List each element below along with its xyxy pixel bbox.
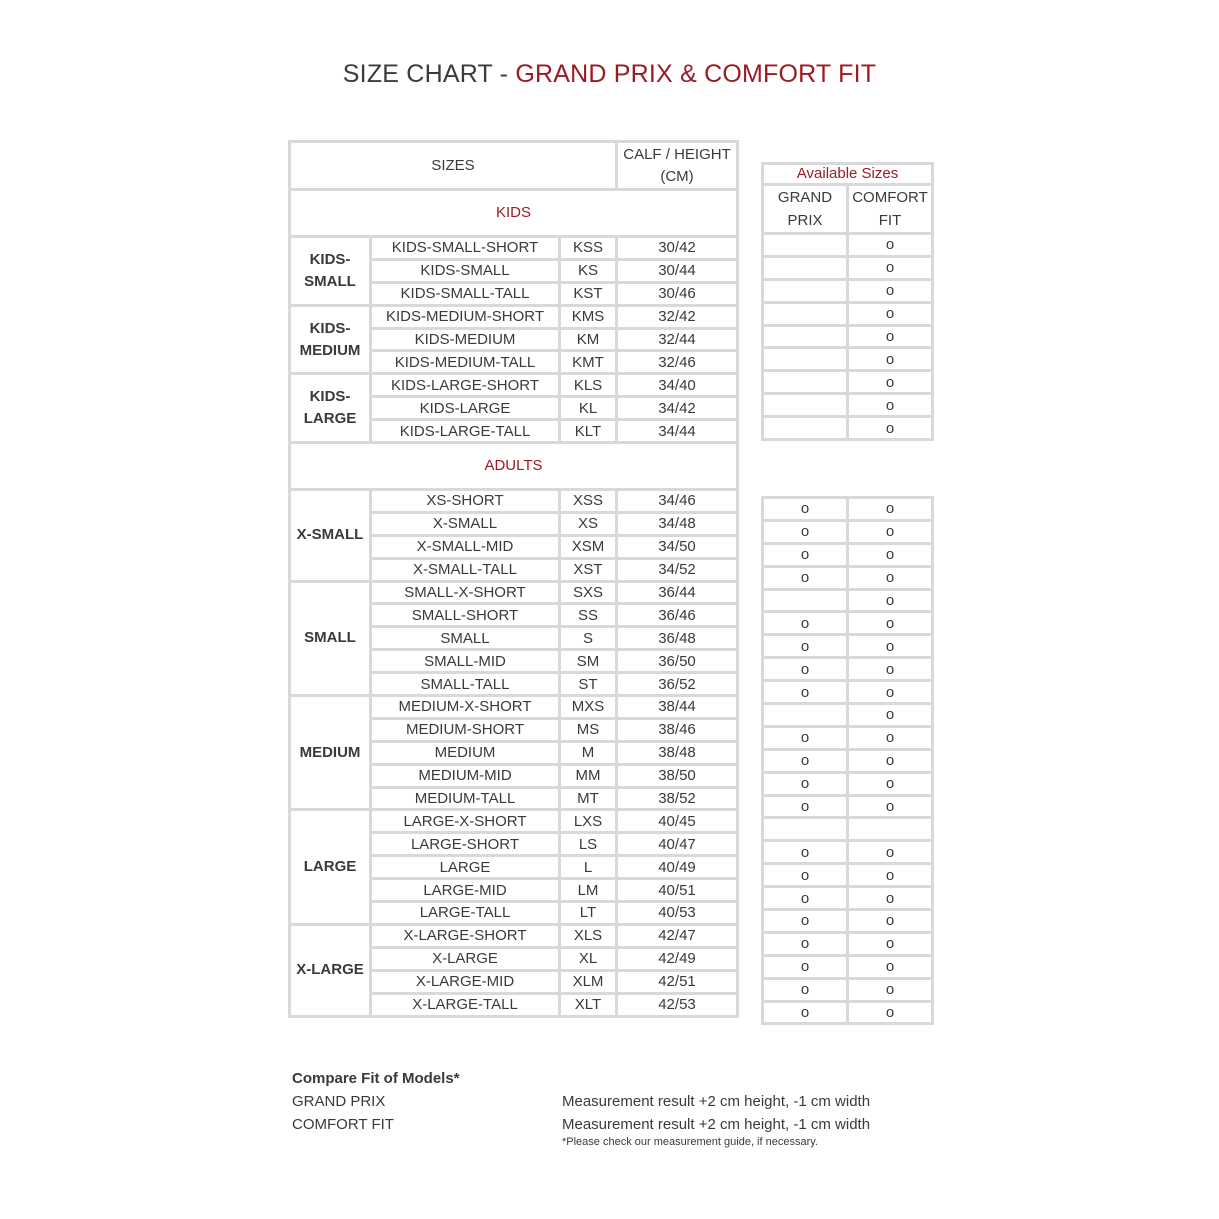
model-header-row <box>763 185 933 234</box>
grand-prix-mark: o <box>763 910 848 933</box>
calf-height: 34/44 <box>617 420 738 443</box>
size-code: KSS <box>560 237 617 260</box>
size-code: XL <box>560 947 617 970</box>
calf-height: 34/42 <box>617 397 738 420</box>
grand-prix-mark: o <box>763 841 848 864</box>
calf-height: 36/46 <box>617 604 738 627</box>
size-code: MXS <box>560 696 617 719</box>
grand-prix-mark: o <box>763 566 848 589</box>
size-name: XS-SHORT <box>371 490 560 513</box>
comfort-fit-mark: o <box>848 704 933 727</box>
comfort-fit-mark: o <box>848 394 933 417</box>
size-name: LARGE-TALL <box>371 902 560 925</box>
header-calf-height: CALF / HEIGHT (CM) <box>617 142 738 190</box>
size-name: MEDIUM-SHORT <box>371 718 560 741</box>
note-model: COMFORT FIT <box>292 1116 394 1133</box>
comfort-fit-mark: o <box>848 887 933 910</box>
comfort-fit-mark: o <box>848 417 933 440</box>
header-grand-prix: GRAND PRIX <box>763 185 848 234</box>
size-code: XSM <box>560 535 617 558</box>
size-group: MEDIUM <box>290 696 371 810</box>
availability-row <box>763 841 933 864</box>
size-name: KIDS-MEDIUM-TALL <box>371 351 560 374</box>
grand-prix-mark: o <box>763 543 848 566</box>
size-code: MS <box>560 718 617 741</box>
availability-row <box>763 887 933 910</box>
grand-prix-mark: o <box>763 681 848 704</box>
size-name: KIDS-SMALL <box>371 259 560 282</box>
size-name: LARGE-SHORT <box>371 833 560 856</box>
section-row <box>290 443 738 490</box>
grand-prix-mark <box>763 704 848 727</box>
comfort-fit-mark <box>848 818 933 841</box>
size-code: XLT <box>560 993 617 1016</box>
table-row <box>290 581 738 604</box>
comfort-fit-mark: o <box>848 864 933 887</box>
calf-height: 34/50 <box>617 535 738 558</box>
size-code: KLT <box>560 420 617 443</box>
calf-height: 30/44 <box>617 259 738 282</box>
size-code: XST <box>560 558 617 581</box>
availability-row <box>763 1001 933 1024</box>
calf-height: 38/48 <box>617 741 738 764</box>
note-value: Measurement result +2 cm height, -1 cm width <box>562 1116 871 1133</box>
grand-prix-mark: o <box>763 932 848 955</box>
header-sizes: SIZES <box>290 142 617 190</box>
availability-row <box>763 279 933 302</box>
availability-row <box>763 520 933 543</box>
size-name: LARGE-MID <box>371 879 560 902</box>
size-code: MT <box>560 787 617 810</box>
note-model: GRAND PRIX <box>292 1093 386 1110</box>
size-name: SMALL-X-SHORT <box>371 581 560 604</box>
size-name: X-SMALL-MID <box>371 535 560 558</box>
availability-row <box>763 612 933 635</box>
size-code: KLS <box>560 374 617 397</box>
comfort-fit-mark: o <box>848 543 933 566</box>
grand-prix-mark <box>763 302 848 325</box>
calf-height: 40/53 <box>617 902 738 925</box>
title-models: GRAND PRIX & COMFORT FIT <box>515 60 877 88</box>
size-group: SMALL <box>290 581 371 695</box>
availability-row <box>763 795 933 818</box>
size-name: MEDIUM <box>371 741 560 764</box>
size-name: MEDIUM-X-SHORT <box>371 696 560 719</box>
size-name: KIDS-SMALL-SHORT <box>371 237 560 260</box>
calf-height: 38/52 <box>617 787 738 810</box>
comfort-fit-mark: o <box>848 302 933 325</box>
size-code: KST <box>560 282 617 305</box>
comfort-fit-mark: o <box>848 726 933 749</box>
availability-row <box>763 498 933 521</box>
availability-row <box>763 635 933 658</box>
calf-height: 40/49 <box>617 856 738 879</box>
size-code: SM <box>560 650 617 673</box>
grand-prix-mark <box>763 234 848 257</box>
calf-height: 30/42 <box>617 237 738 260</box>
availability-row <box>763 910 933 933</box>
grand-prix-mark: o <box>763 635 848 658</box>
grand-prix-mark <box>763 417 848 440</box>
calf-height: 38/50 <box>617 764 738 787</box>
grand-prix-mark: o <box>763 749 848 772</box>
size-code: KS <box>560 259 617 282</box>
availability-row <box>763 978 933 1001</box>
size-name: MEDIUM-MID <box>371 764 560 787</box>
comfort-fit-mark: o <box>848 1001 933 1024</box>
calf-height: 34/46 <box>617 490 738 513</box>
table-row <box>290 696 738 719</box>
note-value: Measurement result +2 cm height, -1 cm width <box>562 1093 871 1110</box>
size-code: LM <box>560 879 617 902</box>
size-name: X-SMALL-TALL <box>371 558 560 581</box>
availability-row <box>763 658 933 681</box>
availability-row <box>763 566 933 589</box>
size-code: L <box>560 856 617 879</box>
size-name: X-LARGE-MID <box>371 970 560 993</box>
comfort-fit-mark: o <box>848 772 933 795</box>
availability-row <box>763 325 933 348</box>
grand-prix-mark: o <box>763 520 848 543</box>
size-table <box>288 140 739 1018</box>
grand-prix-mark <box>763 348 848 371</box>
calf-height: 32/42 <box>617 305 738 328</box>
notes-title: Compare Fit of Models* <box>292 1070 460 1087</box>
comfort-fit-mark: o <box>848 612 933 635</box>
availability-row <box>763 772 933 795</box>
availability-row <box>763 818 933 841</box>
calf-height: 42/51 <box>617 970 738 993</box>
size-code: SS <box>560 604 617 627</box>
availability-row <box>763 864 933 887</box>
note-row-grand-prix <box>292 1090 912 1113</box>
comfort-fit-mark: o <box>848 978 933 1001</box>
size-group: KIDS- LARGE <box>290 374 371 443</box>
size-code: KMT <box>560 351 617 374</box>
comfort-fit-mark: o <box>848 955 933 978</box>
comfort-fit-mark: o <box>848 932 933 955</box>
size-name: X-LARGE-SHORT <box>371 924 560 947</box>
size-group: X-LARGE <box>290 924 371 1016</box>
size-name: KIDS-MEDIUM <box>371 328 560 351</box>
availability-row <box>763 256 933 279</box>
calf-height: 40/51 <box>617 879 738 902</box>
grand-prix-mark: o <box>763 795 848 818</box>
size-code: KL <box>560 397 617 420</box>
size-group: KIDS- SMALL <box>290 237 371 306</box>
calf-height: 30/46 <box>617 282 738 305</box>
grand-prix-mark <box>763 589 848 612</box>
grand-prix-mark: o <box>763 864 848 887</box>
availability-row <box>763 371 933 394</box>
header-row <box>290 142 738 190</box>
page-title <box>0 60 1219 89</box>
size-name: SMALL <box>371 627 560 650</box>
availability-title: Available Sizes <box>763 164 933 185</box>
size-name: LARGE <box>371 856 560 879</box>
grand-prix-mark <box>763 256 848 279</box>
grand-prix-mark: o <box>763 772 848 795</box>
size-name: SMALL-TALL <box>371 673 560 696</box>
size-code: XS <box>560 512 617 535</box>
comfort-fit-mark: o <box>848 910 933 933</box>
grand-prix-mark: o <box>763 498 848 521</box>
header-comfort-fit: COMFORT FIT <box>848 185 933 234</box>
table-row <box>290 924 738 947</box>
size-group: LARGE <box>290 810 371 924</box>
comfort-fit-mark: o <box>848 279 933 302</box>
comfort-fit-mark: o <box>848 681 933 704</box>
footnote: *Please check our measurement guide, if necessary. <box>562 1136 818 1148</box>
grand-prix-mark <box>763 394 848 417</box>
comfort-fit-mark: o <box>848 566 933 589</box>
availability-table-kids <box>761 162 934 441</box>
size-name: X-LARGE <box>371 947 560 970</box>
comfort-fit-mark: o <box>848 234 933 257</box>
grand-prix-mark: o <box>763 1001 848 1024</box>
availability-row <box>763 394 933 417</box>
size-code: LS <box>560 833 617 856</box>
calf-height: 36/44 <box>617 581 738 604</box>
size-name: SMALL-SHORT <box>371 604 560 627</box>
availability-table-adults <box>761 496 934 1025</box>
availability-row <box>763 348 933 371</box>
comfort-fit-mark: o <box>848 498 933 521</box>
size-name: MEDIUM-TALL <box>371 787 560 810</box>
size-code: XSS <box>560 490 617 513</box>
calf-height: 40/47 <box>617 833 738 856</box>
size-group: KIDS- MEDIUM <box>290 305 371 374</box>
calf-height: 40/45 <box>617 810 738 833</box>
section-label: KIDS <box>290 190 738 237</box>
calf-height: 42/47 <box>617 924 738 947</box>
grand-prix-mark: o <box>763 955 848 978</box>
comfort-fit-mark: o <box>848 749 933 772</box>
size-code: XLM <box>560 970 617 993</box>
comfort-fit-mark: o <box>848 589 933 612</box>
size-name: X-SMALL <box>371 512 560 535</box>
calf-height: 34/52 <box>617 558 738 581</box>
availability-row <box>763 417 933 440</box>
size-code: S <box>560 627 617 650</box>
size-name: KIDS-LARGE-TALL <box>371 420 560 443</box>
size-name: LARGE-X-SHORT <box>371 810 560 833</box>
availability-row <box>763 932 933 955</box>
comfort-fit-mark: o <box>848 795 933 818</box>
size-code: LT <box>560 902 617 925</box>
size-name: SMALL-MID <box>371 650 560 673</box>
table-row <box>290 810 738 833</box>
size-code: ST <box>560 673 617 696</box>
table-row <box>290 374 738 397</box>
size-group: X-SMALL <box>290 490 371 582</box>
fit-notes <box>292 1068 912 1148</box>
grand-prix-mark: o <box>763 726 848 749</box>
size-code: SXS <box>560 581 617 604</box>
comfort-fit-mark: o <box>848 348 933 371</box>
calf-height: 34/40 <box>617 374 738 397</box>
size-name: KIDS-LARGE-SHORT <box>371 374 560 397</box>
availability-row <box>763 589 933 612</box>
availability-title-row <box>763 164 933 185</box>
availability-row <box>763 543 933 566</box>
comfort-fit-mark: o <box>848 325 933 348</box>
comfort-fit-mark: o <box>848 635 933 658</box>
availability-row <box>763 749 933 772</box>
calf-height: 42/53 <box>617 993 738 1016</box>
grand-prix-mark: o <box>763 612 848 635</box>
comfort-fit-mark: o <box>848 841 933 864</box>
size-name: X-LARGE-TALL <box>371 993 560 1016</box>
calf-height: 42/49 <box>617 947 738 970</box>
size-code: KM <box>560 328 617 351</box>
availability-row <box>763 955 933 978</box>
grand-prix-mark: o <box>763 978 848 1001</box>
size-name: KIDS-SMALL-TALL <box>371 282 560 305</box>
grand-prix-mark <box>763 371 848 394</box>
comfort-fit-mark: o <box>848 658 933 681</box>
comfort-fit-mark: o <box>848 371 933 394</box>
size-code: M <box>560 741 617 764</box>
calf-height: 34/48 <box>617 512 738 535</box>
note-row-comfort-fit <box>292 1113 912 1136</box>
comfort-fit-mark: o <box>848 520 933 543</box>
size-code: KMS <box>560 305 617 328</box>
grand-prix-mark <box>763 325 848 348</box>
comfort-fit-mark: o <box>848 256 933 279</box>
availability-row <box>763 704 933 727</box>
calf-height: 38/46 <box>617 718 738 741</box>
section-label: ADULTS <box>290 443 738 490</box>
grand-prix-mark <box>763 818 848 841</box>
size-code: XLS <box>560 924 617 947</box>
calf-height: 36/50 <box>617 650 738 673</box>
availability-row <box>763 726 933 749</box>
calf-height: 32/44 <box>617 328 738 351</box>
size-name: KIDS-MEDIUM-SHORT <box>371 305 560 328</box>
calf-height: 36/52 <box>617 673 738 696</box>
table-row <box>290 305 738 328</box>
grand-prix-mark: o <box>763 658 848 681</box>
calf-height: 32/46 <box>617 351 738 374</box>
calf-height: 36/48 <box>617 627 738 650</box>
grand-prix-mark <box>763 279 848 302</box>
availability-row <box>763 234 933 257</box>
table-row <box>290 490 738 513</box>
size-code: LXS <box>560 810 617 833</box>
size-name: KIDS-LARGE <box>371 397 560 420</box>
grand-prix-mark: o <box>763 887 848 910</box>
size-code: MM <box>560 764 617 787</box>
availability-row <box>763 681 933 704</box>
calf-height: 38/44 <box>617 696 738 719</box>
title-prefix: SIZE CHART - <box>342 60 516 88</box>
table-row <box>290 237 738 260</box>
section-row <box>290 190 738 237</box>
availability-row <box>763 302 933 325</box>
